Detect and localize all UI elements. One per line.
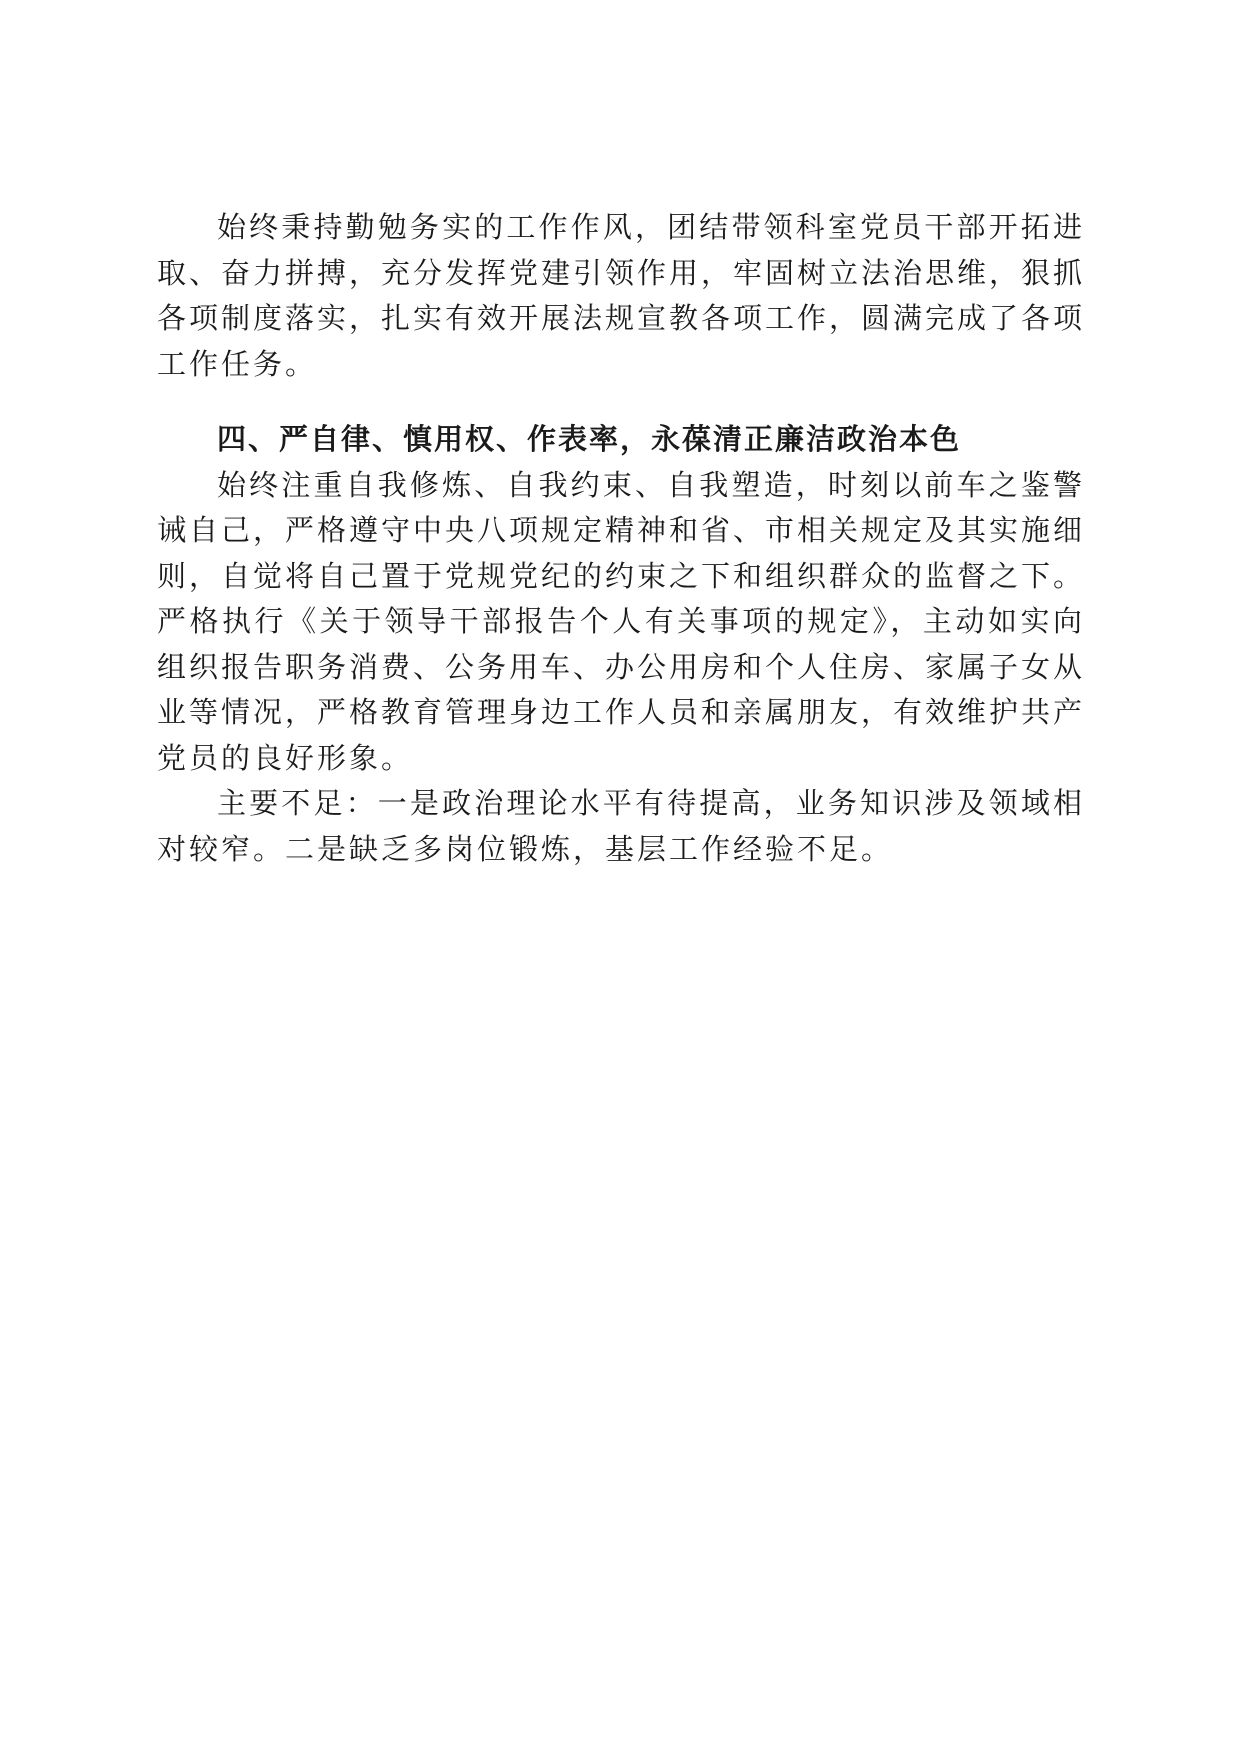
body-paragraph-shortcomings: 主要不足：一是政治理论水平有待提高，业务知识涉及领域相对较窄。二是缺乏多岗位锻炼，基层工作经验不足。 bbox=[157, 786, 1085, 866]
document-page bbox=[157, 205, 1085, 872]
body-paragraph-work-style: 始终秉持勤勉务实的工作作风，团结带领科室党员干部开拓进取、奋力拼搏，充分发挥党建引领作用，牢固树立法治思维，狠抓各项制度落实，扎实有效开展法规宣教各项工作，圆满完成了各项工作任务。 bbox=[157, 210, 1086, 381]
section-heading-integrity: 四、严自律、慎用权、作表率，永葆清正廉洁政治本色 bbox=[217, 422, 962, 456]
body-paragraph-self-discipline: 始终注重自我修炼、自我约束、自我塑造，时刻以前车之鉴警诫自己，严格遵守中央八项规定精神和省、市相关规定及其实施细则，自觉将自己置于党规党纪的约束之下和组织群众的监督之下。严格执行《关于领导干部报告个人有关事项的规定》，主动如实向组织报告职务消费、公务用车、办公用房和个人住房、家属子女从业等情况，严格教育管理身边工作人员和亲属朋友，有效维护共产党员的良好形象。 bbox=[157, 467, 1086, 775]
